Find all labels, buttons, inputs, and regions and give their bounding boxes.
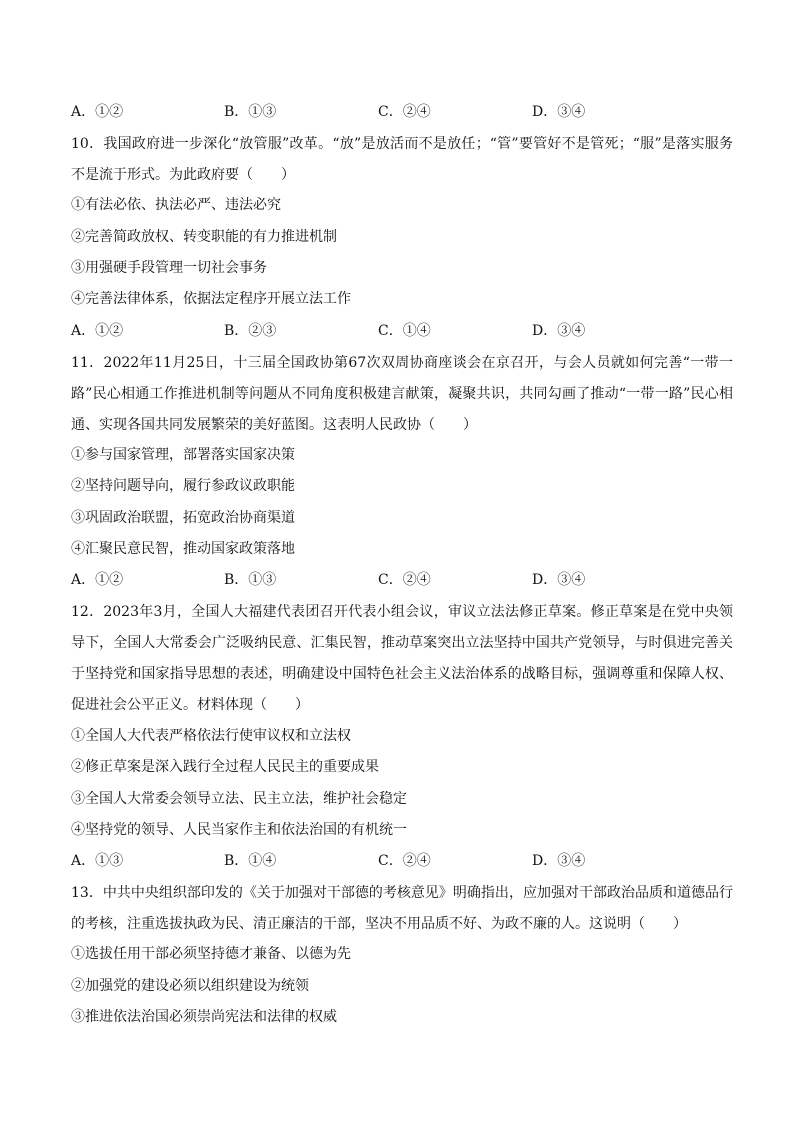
q11-option-d[interactable]: D．③④: [532, 572, 586, 588]
q9-option-d[interactable]: D．③④: [532, 104, 586, 120]
q10-statement-2: ②完善简政放权、转变职能的有力推进机制: [71, 229, 337, 245]
q9-option-c[interactable]: C．②④: [378, 104, 431, 120]
q12-stem: 12．2023年3月，全国人大福建代表团召开代表小组会议，审议立法法修正草案。修正草案是在党中央领导下，全国人大常委会广泛吸纳民意、汇集民智，推动草案突出立法坚持中国共产党领导，与时俱进完善关于坚持党和国家指导思想的表述，明确建设中国特色社会主义法治体系的战略目标，强调尊重和保障人权、促进社会公平正义。材料体现（ ）: [71, 604, 733, 713]
q10-statement-1: ①有法必依、执法必严、违法必究: [71, 197, 281, 213]
q12-option-c[interactable]: C．②④: [378, 853, 431, 869]
q12-option-b[interactable]: B．①④: [224, 853, 277, 869]
q10-option-d[interactable]: D．③④: [532, 323, 586, 339]
q10-option-c[interactable]: C．①④: [378, 323, 431, 339]
q11-option-a[interactable]: A．①②: [71, 572, 124, 588]
q9-option-b[interactable]: B．①③: [224, 104, 277, 120]
q9-options: [71, 102, 731, 122]
q12-statement-2: ②修正草案是深入践行全过程人民民主的重要成果: [71, 759, 379, 775]
q9-option-a[interactable]: A．①②: [71, 104, 124, 120]
q11-option-c[interactable]: C．②④: [378, 572, 431, 588]
q12-statement-1: ①全国人大代表严格依法行使审议权和立法权: [71, 728, 351, 744]
q12-option-d[interactable]: D．③④: [532, 853, 586, 869]
q11-option-b[interactable]: B．①③: [224, 572, 277, 588]
q11-options: [71, 570, 731, 590]
q13-statement-3: ③推进依法治国必须崇尚宪法和法律的权威: [71, 1009, 337, 1025]
q12-statement-3: ③全国人大常委会领导立法、民主立法，维护社会稳定: [71, 791, 407, 807]
q12-options: [71, 851, 731, 871]
q11-statement-1: ①参与国家管理，部署落实国家决策: [71, 447, 295, 463]
q13-statement-2: ②加强党的建设必须以组织建设为统领: [71, 978, 309, 994]
q11-statement-3: ③巩固政治联盟，拓宽政治协商渠道: [71, 510, 295, 526]
q10-option-b[interactable]: B．②③: [224, 323, 277, 339]
q10-stem: 10．我国政府进一步深化“放管服”改革。“放”是放活而不是放任；“管”要管好不是管死；“服”是落实服务不是流于形式。为此政府要（ ）: [71, 136, 733, 183]
q11-statement-2: ②坚持问题导向，履行参政议政职能: [71, 478, 295, 494]
q10-option-a[interactable]: A．①②: [71, 323, 124, 339]
q11-stem: 11．2022年11月25日，十三届全国政协第67次双周协商座谈会在京召开，与会人员就如何完善“一带一路”民心相通工作推进机制等问题从不同角度积极建言献策，凝聚共识，共同勾画了推动“一带一路”民心相通、实现各国共同发展繁荣的美好蓝图。这表明人民政协（ ）: [71, 355, 733, 433]
q12-option-a[interactable]: A．①③: [71, 853, 124, 869]
q10-statement-3: ③用强硬手段管理一切社会事务: [71, 260, 267, 276]
q13-statement-1: ①选拔任用干部必须坚持德才兼备、以德为先: [71, 946, 351, 962]
q10-statement-4: ④完善法律体系，依据法定程序开展立法工作: [71, 291, 351, 307]
q11-statement-4: ④汇聚民意民智，推动国家政策落地: [71, 541, 295, 557]
q13-stem: 13．中共中央组织部印发的《关于加强对干部德的考核意见》明确指出，应加强对干部政治品质和道德品行的考核，注重选拔执政为民、清正廉洁的干部，坚决不用品质不好、为政不廉的人。这说明（ ）: [71, 885, 733, 932]
q10-options: [71, 321, 731, 341]
q12-statement-4: ④坚持党的领导、人民当家作主和依法治国的有机统一: [71, 822, 407, 838]
